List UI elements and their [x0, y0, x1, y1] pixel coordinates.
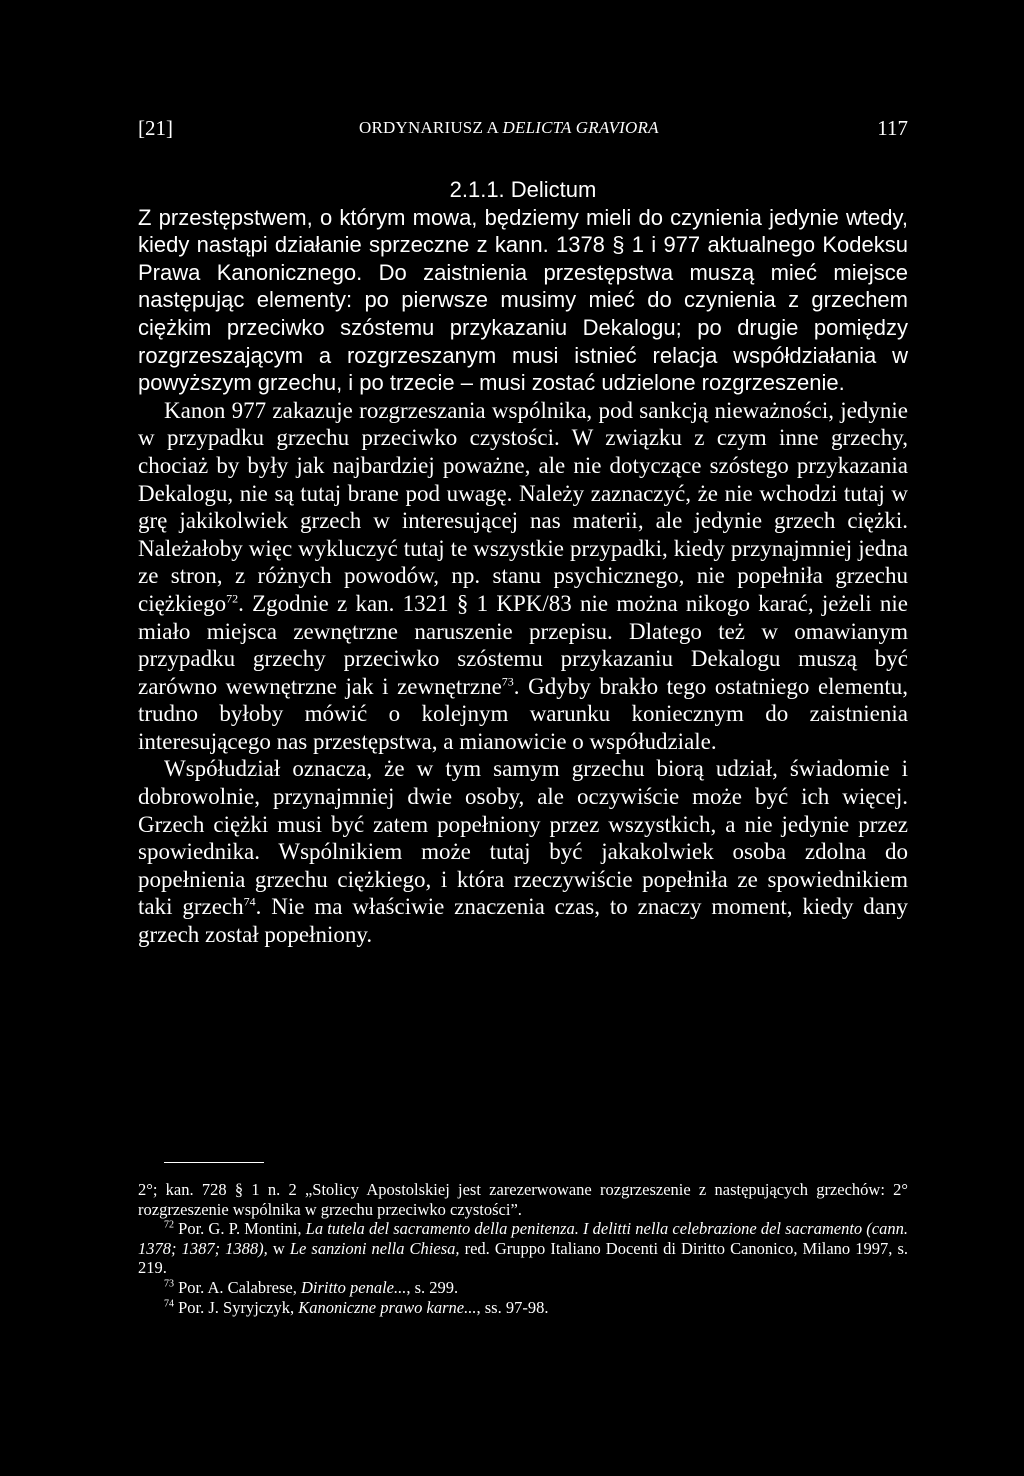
footnote-73-text-a: Por. A. Calabrese, — [174, 1277, 301, 1297]
paragraph-3 — [138, 755, 908, 948]
footnote-ref-72: 72 — [226, 591, 239, 606]
footnotes — [138, 1180, 908, 1317]
paragraph-2 — [138, 397, 908, 756]
footnote-74-text-a: Por. J. Syryjczyk, — [174, 1297, 299, 1317]
footnote-72-text-b: w — [267, 1238, 290, 1258]
footnote-73 — [138, 1278, 908, 1298]
footnote-73-text-b: , s. 299. — [406, 1277, 459, 1297]
footnote-74-title: Kanoniczne prawo karne... — [298, 1297, 477, 1317]
footnote-ref-74: 74 — [243, 894, 256, 909]
running-title — [359, 118, 659, 138]
section-number: [21] — [138, 116, 173, 140]
running-title-italic: DELICTA GRAVIORA — [502, 118, 659, 137]
section-heading: 2.1.1. Delictum — [449, 177, 597, 202]
paragraph-3-part-1: Współudział oznacza, że w tym samym grzechu biorą udział, świadomie i dobrowolnie, przynajmniej dwie osoby, ale oczywiście może być ich więcej. Grzech ciężki musi być zatem popełniony przez wszystkich, a nie jedynie przez spowiednika. Wspólnikiem może tutaj być jakakolwiek osoba zdolna do popełnienia grzechu ciężkiego, i która rzeczywiście popełniła ze spowiednikiem taki grzech — [138, 756, 908, 920]
footnote-74-number: 74 — [164, 1298, 174, 1310]
paragraph-2-part-2: . Zgodnie z kan. 1321 § 1 KPK/83 nie można nikogo karać, jeżeli nie miało miejsca zewnętrzne naruszenie przepisu. Dlatego też w omawianym przypadku grzechy przeciwko szóstemu przykazaniu Dekalogu muszą być zarówno wewnętrzne jak i zewnętrzne — [138, 590, 908, 699]
paragraph-3-part-2: . Nie ma właściwie znaczenia czas, to znaczy moment, kiedy dany grzech został popełniony. — [138, 894, 909, 948]
footnote-72-title: La tutela del sacramento della penitenza. I delitti nella celebrazione del sacramento (cann. 1378; 1387; 1388), — [138, 1219, 908, 1258]
footnote-73-title: Diritto penale... — [300, 1277, 407, 1297]
footnote-72 — [138, 1219, 908, 1278]
footnote-73-number: 73 — [164, 1278, 174, 1290]
footnote-72-number: 72 — [164, 1219, 174, 1231]
footnote-ref-73: 73 — [501, 674, 514, 689]
page-number: 117 — [877, 116, 908, 140]
running-header — [138, 116, 908, 146]
footnote-72-text-a: Por. G. P. Montini, — [174, 1219, 306, 1239]
running-title-prefix: ORDYNARIUSZ A — [359, 118, 503, 137]
paragraph-2-part-1: Kanon 977 zakazuje rozgrzeszania wspólnika, pod sankcją nieważności, jedynie w przypadku grzechu przeciwko czystości. W związku z czym inne grzechy, chociaż by były jak najbardziej poważne, ale nie dotyczące szóstego przykazania Dekalogu, nie są tutaj brane pod uwagę. Należy zaznaczyć, że nie wchodzi tutaj w grę jakikolwiek grzech w interesującej nas materii, ale jedynie grzech ciężki. Należałoby więc wykluczyć tutaj te wszystkie przypadki, kiedy przynajmniej jedna ze stron, z różnych powodów, np. stanu psychicznego, nie popełniła grzechu ciężkiego — [138, 397, 908, 616]
footnote-74-text-b: , ss. 97-98. — [476, 1297, 549, 1317]
paragraph-2-part-3: . Gdyby brakło tego ostatniego elementu, trudno byłoby mówić o kolejnym warunku koniecznym do zaistnienia interesującego nas przestępstwa, a mianowicie o współudziale. — [138, 673, 908, 754]
paragraph-1: Z przestępstwem, o którym mowa, będziemy mieli do czynienia jedynie wtedy, kiedy nastąpi działanie sprzeczne z kann. 1378 § 1 i 977 aktualnego Kodeksu Prawa Kanonicznego. Do zaistnienia przestępstwa muszą mieć miejsce następując elementy: po pierwsze musimy mieć do czynienia z grzechem ciężkim przeciwko szóstemu przykazaniu Dekalogu; po drugie pomiędzy rozgrzeszającym a rozgrzeszanym musi istnieć relacja współdziałania w powyższym grzechu, i po trzecie – musi zostać udzielone rozgrzeszenie. — [138, 204, 908, 396]
footnote-74 — [138, 1298, 908, 1318]
footnote-rule — [164, 1162, 264, 1163]
footnote-72-text-c: red. Gruppo Italiano Docenti di Diritto Canonico, Milano 1997, s. 219. — [138, 1238, 908, 1278]
main-text — [138, 176, 908, 949]
footnote-continued: 2°; kan. 728 § 1 n. 2 „Stolicy Apostolskiej jest zarezerwowane rozgrzeszenie z następujących grzechów: 2° rozgrzeszenie wspólnika w grzechu przeciwko czystości”. — [138, 1180, 908, 1219]
footnote-72-book: Le sanzioni nella Chiesa, — [289, 1238, 460, 1258]
